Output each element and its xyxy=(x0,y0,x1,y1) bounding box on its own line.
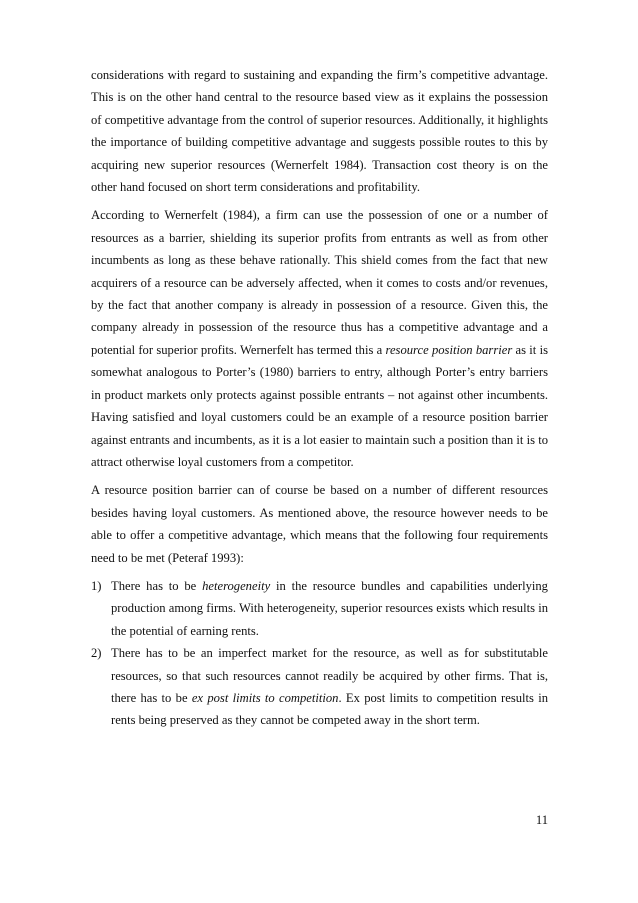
requirements-list xyxy=(91,575,548,732)
paragraph xyxy=(91,64,548,198)
list-item-text xyxy=(111,642,548,732)
paragraph xyxy=(91,204,548,473)
list-item xyxy=(91,642,548,732)
body-text xyxy=(91,64,548,569)
list-number: 1) xyxy=(91,578,102,593)
italic-term: heterogeneity xyxy=(202,578,271,593)
text-run: considerations with regard to sustaining and expanding the firm’s competitive advantage. This is on the other hand central to the resource based view as it explains the possession of competitive advantage from the control of superior resources. Additionally, it highlights the importance of building competitive advantage and suggests possible routes to this by acquiring new superior resources (Wernerfelt 1984). Transaction cost theory is on the other hand focused on short term considerations and profitability. xyxy=(91,68,548,195)
list-number: 2) xyxy=(91,646,102,661)
list-item xyxy=(91,575,548,642)
text-run: There has to be xyxy=(111,578,203,593)
text-run: A resource position barrier can of course be based on a number of different resources besides having loyal customers. As mentioned above, the resource however needs to be able to offer a competitive advantage, which means that the following four requirements need to be met (Peteraf 1993): xyxy=(91,483,548,565)
paragraph xyxy=(91,479,548,569)
text-run: According to Wernerfelt (1984), a firm can use the possession of one or a number of resources as a barrier, shielding its superior profits from entrants as well as from other incumbents as long as these behave rationally. This shield comes from the fact that new acquirers of a resource can be adversely affected, when it comes to costs and/or revenues, by the fact that another company is already in possession of a resource. Given this, the company already in possession of the resource thus has a competitive advantage and a potential for superior profits. Wernerfelt has termed this a xyxy=(91,208,548,357)
text-run: . Ex post limits to competition results in rents being preserved as they cannot be competed away in the short term. xyxy=(111,690,549,728)
italic-term: ex post limits to competition xyxy=(191,690,339,705)
text-run: as it is somewhat analogous to Porter’s (1980) barriers to entry, although Porter’s entry barriers in product markets only protects against possible entrants – not against other incumbents. Having satisfied and loyal customers could be an example of a resource position barrier against entrants and incumbents, as it is a lot easier to maintain such a position than it is to attract otherwise loyal customers from a competitor. xyxy=(91,342,549,469)
list-item-text xyxy=(111,575,548,642)
text-run: in the resource bundles and capabilities underlying production among firms. With heterogeneity, superior resources exists which results in the potential of earning rents. xyxy=(111,578,548,638)
page-number: 11 xyxy=(535,813,548,827)
italic-term: resource position barrier xyxy=(385,342,513,357)
text-run: There has to be an imperfect market for the resource, as well as for substitutable resources, so that such resources cannot readily be acquired by other firms. That is, there has to be xyxy=(111,646,548,705)
